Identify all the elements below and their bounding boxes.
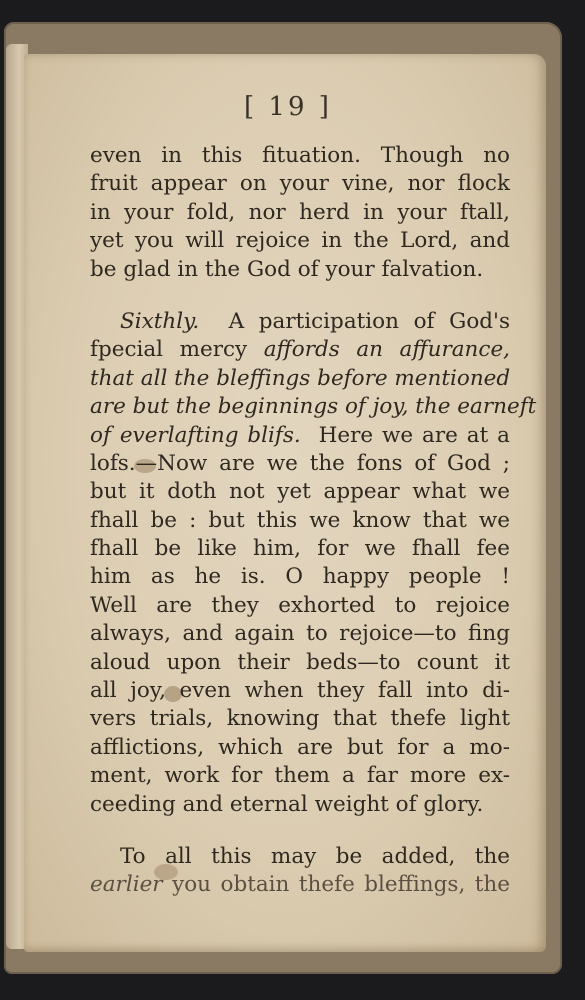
text-line: are but the beginnings of joy, the earneft xyxy=(90,394,537,420)
text-line: fruit appear on your vine, nor flock xyxy=(90,171,510,197)
text-line: afflictions, which are but for a mo- xyxy=(90,734,510,760)
paragraph-1 xyxy=(90,142,510,284)
text-line: fhall be : but this we know that we xyxy=(90,507,510,533)
text-line: Well are they exhorted to rejoice xyxy=(90,592,510,618)
text-line: vers trials, knowing that thefe light xyxy=(90,706,510,732)
text-line xyxy=(90,336,510,364)
text-line: him as he is. O happy people ! xyxy=(90,564,510,590)
text-line xyxy=(90,422,510,450)
text-line: all joy, even when they fall into di- xyxy=(90,678,510,704)
paragraph-3 xyxy=(90,843,510,900)
text-line: ceeding and eternal weight of glory. xyxy=(90,791,484,817)
text-line: even in this fituation. Though no xyxy=(90,143,510,168)
text-span: you obtain thefe bleffings, the xyxy=(172,872,510,898)
text-line: ment, work for them a far more ex- xyxy=(90,763,510,789)
text-line xyxy=(90,308,510,336)
text-line: fhall be like him, for we fhall fee xyxy=(90,536,510,562)
text-line: aloud upon their beds—to count it xyxy=(90,649,510,675)
page-body-text xyxy=(90,142,537,900)
italic-text: of everlafting blifs. xyxy=(90,422,301,448)
text-line: always, and again to rejoice—to fing xyxy=(90,621,510,647)
text-span: fpecial mercy xyxy=(90,337,248,363)
text-line: lofs.—Now are we the fons of God ; xyxy=(90,450,510,476)
text-line: yet you will rejoice in the Lord, and xyxy=(90,228,510,254)
text-span: Here we are at a xyxy=(318,422,511,448)
text-span: A participation of God's xyxy=(228,308,511,334)
text-line: be glad in the God of your falvation. xyxy=(90,256,484,282)
italic-text: Sixthly. xyxy=(120,308,200,334)
paragraph-2 xyxy=(90,308,537,819)
page-number-header: [ 19 ] xyxy=(244,92,332,122)
text-line: To all this may be added, the xyxy=(120,843,510,869)
text-line: but it doth not yet appear what we xyxy=(90,479,510,505)
text-line: that all the bleffings before mentioned xyxy=(90,365,511,391)
italic-text: earlier xyxy=(90,872,163,898)
text-line xyxy=(90,871,510,899)
text-line: in your fold, nor herd in your ftall, xyxy=(90,199,510,225)
italic-text: affords an affurance, xyxy=(263,337,510,363)
